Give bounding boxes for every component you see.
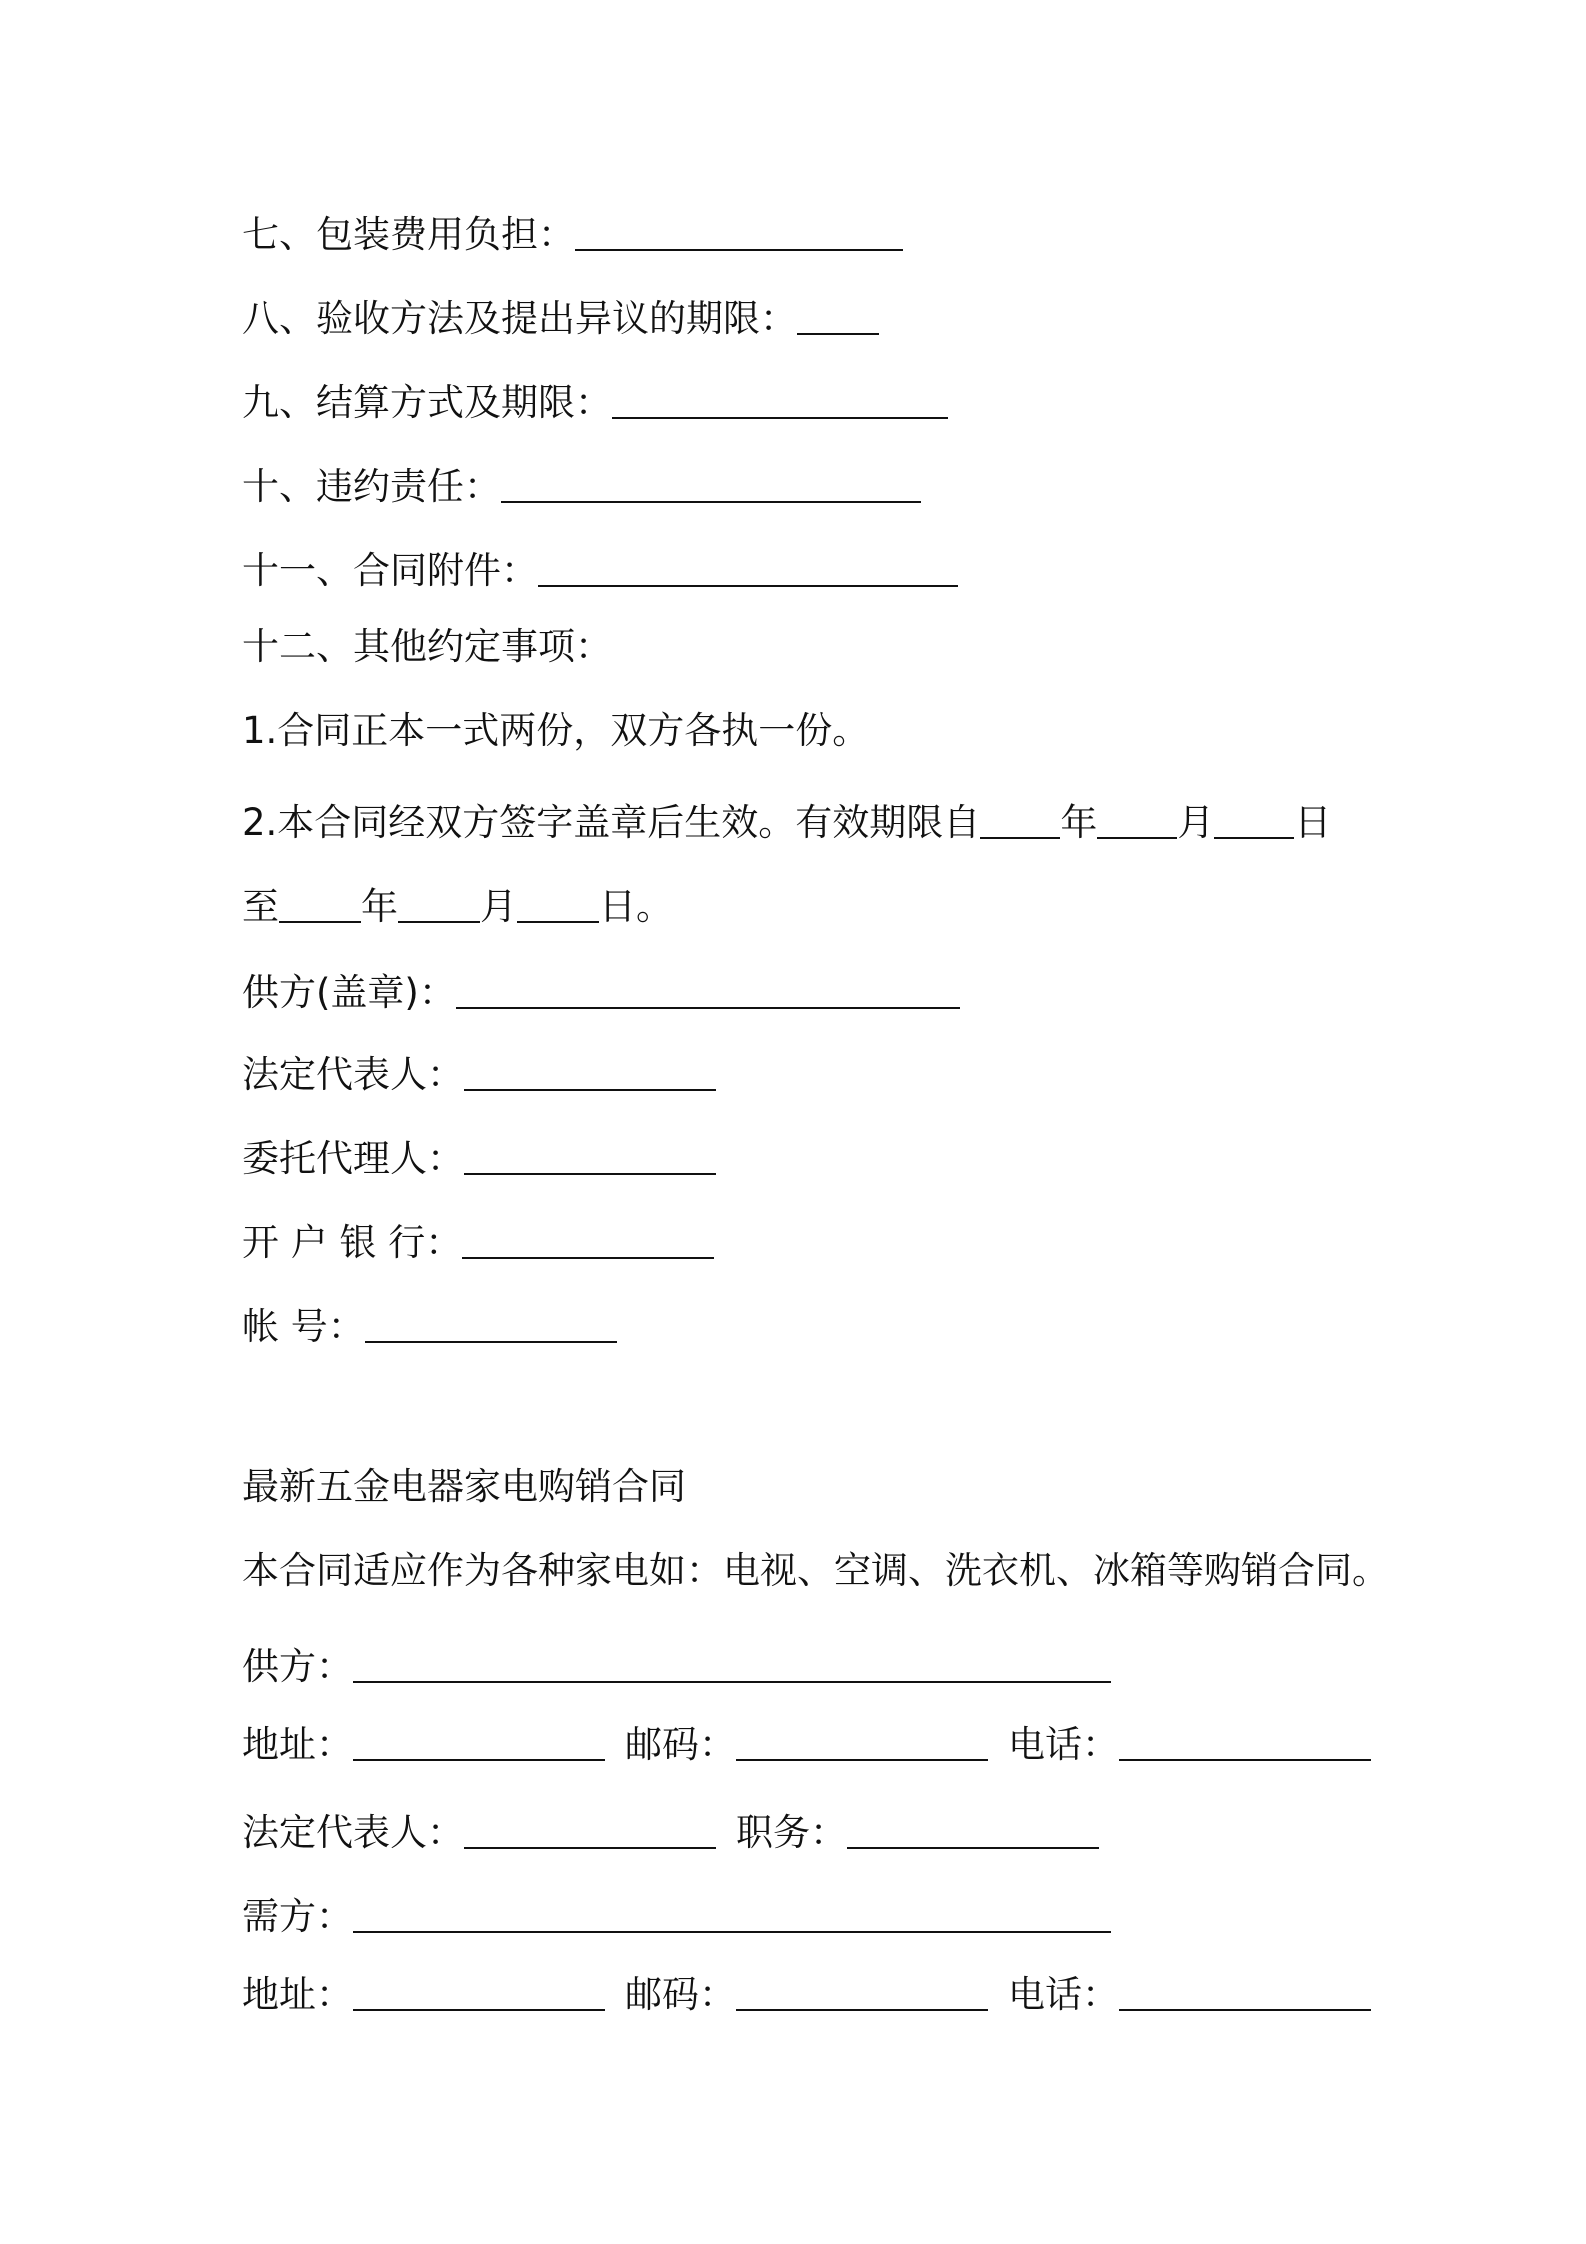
packaging-cost-blank[interactable] bbox=[575, 212, 903, 251]
year-label: 年 bbox=[1060, 801, 1098, 844]
postcode-label: 邮码： bbox=[625, 1723, 736, 1766]
supplier-rep-row bbox=[242, 1806, 1099, 1854]
clause-10-label: 十、违约责任： bbox=[242, 465, 501, 508]
month-label: 月 bbox=[1177, 801, 1215, 844]
buyer-phone-blank[interactable] bbox=[1119, 1972, 1371, 2011]
clause-9-label: 九、结算方式及期限： bbox=[242, 381, 612, 424]
account-label: 帐 号： bbox=[242, 1305, 365, 1348]
clause-7-label: 七、包装费用负担： bbox=[242, 213, 575, 256]
postcode-label: 邮码： bbox=[625, 1973, 736, 2016]
settlement-blank[interactable] bbox=[612, 380, 948, 419]
contract-title-text: 最新五金电器家电购销合同 bbox=[242, 1465, 686, 1508]
buyer-row bbox=[242, 1890, 1111, 1938]
month-label: 月 bbox=[480, 885, 517, 928]
supplier-seal-blank[interactable] bbox=[456, 970, 960, 1009]
supplier-row bbox=[242, 1640, 1111, 1688]
contract-title bbox=[242, 1465, 686, 1508]
account-row bbox=[242, 1300, 617, 1348]
legal-rep-label: 法定代表人： bbox=[242, 1811, 464, 1854]
bank-row bbox=[242, 1216, 714, 1264]
buyer-blank[interactable] bbox=[353, 1894, 1111, 1933]
term-1-text: 1.合同正本一式两份，双方各执一份。 bbox=[242, 709, 870, 752]
agent-label: 委托代理人： bbox=[242, 1137, 464, 1180]
supplier-blank[interactable] bbox=[353, 1644, 1111, 1683]
end-day-blank[interactable] bbox=[517, 884, 599, 923]
buyer-label: 需方： bbox=[242, 1895, 353, 1938]
supplier-rep-blank[interactable] bbox=[464, 1810, 716, 1849]
supplier-contact-row bbox=[242, 1718, 1371, 1766]
clause-11-label: 十一、合同附件： bbox=[242, 549, 538, 592]
clause-12 bbox=[242, 625, 612, 668]
supplier-postcode-blank[interactable] bbox=[736, 1722, 988, 1761]
clause-7 bbox=[242, 208, 903, 256]
address-label: 地址： bbox=[242, 1723, 353, 1766]
clause-10 bbox=[242, 460, 921, 508]
attachments-blank[interactable] bbox=[538, 548, 958, 587]
agent-row bbox=[242, 1132, 716, 1180]
inspection-period-blank[interactable] bbox=[797, 296, 879, 335]
day-label: 日 bbox=[1294, 801, 1332, 844]
start-day-blank[interactable] bbox=[1214, 800, 1294, 839]
legal-rep-row bbox=[242, 1048, 716, 1096]
clause-11 bbox=[242, 544, 958, 592]
clause-8 bbox=[242, 292, 879, 340]
supplier-position-blank[interactable] bbox=[847, 1810, 1099, 1849]
end-month-blank[interactable] bbox=[398, 884, 480, 923]
buyer-contact-row bbox=[242, 1968, 1371, 2016]
year-label: 年 bbox=[361, 885, 398, 928]
term-2-end bbox=[242, 880, 673, 928]
term-2 bbox=[242, 796, 1332, 844]
clause-12-label: 十二、其他约定事项： bbox=[242, 625, 612, 668]
breach-liability-blank[interactable] bbox=[501, 464, 921, 503]
legal-rep-blank[interactable] bbox=[464, 1052, 716, 1091]
address-label: 地址： bbox=[242, 1973, 353, 2016]
start-month-blank[interactable] bbox=[1097, 800, 1177, 839]
until-label: 至 bbox=[242, 885, 279, 928]
scope-line bbox=[242, 1549, 1389, 1592]
phone-label: 电话： bbox=[1008, 1723, 1119, 1766]
supplier-phone-blank[interactable] bbox=[1119, 1722, 1371, 1761]
start-year-blank[interactable] bbox=[980, 800, 1060, 839]
agent-blank[interactable] bbox=[464, 1136, 716, 1175]
end-year-blank[interactable] bbox=[279, 884, 361, 923]
term-2-text: 2.本合同经双方签字盖章后生效。有效期限自 bbox=[242, 801, 981, 844]
buyer-postcode-blank[interactable] bbox=[736, 1972, 988, 2011]
legal-rep-label: 法定代表人： bbox=[242, 1053, 464, 1096]
term-1 bbox=[242, 709, 870, 752]
bank-blank[interactable] bbox=[462, 1220, 714, 1259]
supplier-seal-row bbox=[242, 966, 960, 1014]
supplier-label: 供方： bbox=[242, 1645, 353, 1688]
supplier-address-blank[interactable] bbox=[353, 1722, 605, 1761]
clause-8-label: 八、验收方法及提出异议的期限： bbox=[242, 297, 797, 340]
supplier-seal-label: 供方(盖章)： bbox=[242, 971, 456, 1014]
phone-label: 电话： bbox=[1008, 1973, 1119, 2016]
buyer-address-blank[interactable] bbox=[353, 1972, 605, 2011]
scope-text: 本合同适应作为各种家电如：电视、空调、洗衣机、冰箱等购销合同。 bbox=[242, 1549, 1389, 1592]
position-label: 职务： bbox=[736, 1811, 847, 1854]
clause-9 bbox=[242, 376, 948, 424]
day-label: 日。 bbox=[599, 885, 673, 928]
bank-label: 开 户 银 行： bbox=[242, 1221, 463, 1264]
account-blank[interactable] bbox=[365, 1304, 617, 1343]
